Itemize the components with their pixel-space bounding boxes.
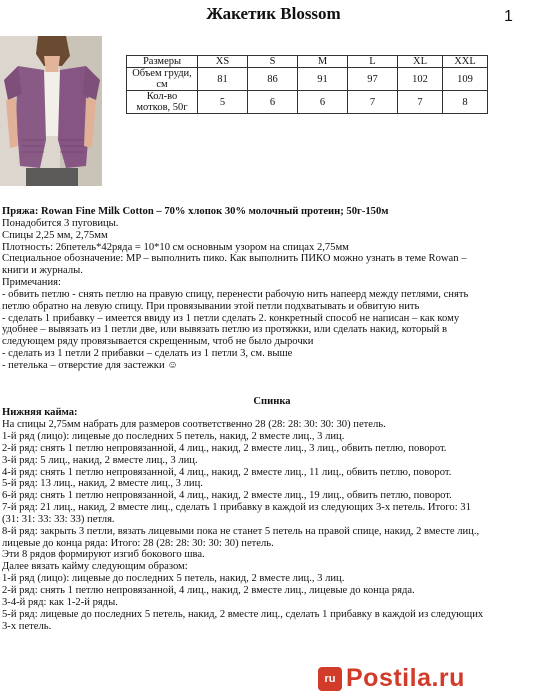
page-number: 1 bbox=[504, 8, 513, 25]
cardigan-photo bbox=[0, 36, 102, 186]
table-cell: 6 bbox=[248, 91, 298, 114]
table-cell: XXL bbox=[443, 56, 488, 68]
text-line: - сделать 1 прибавку – имеется ввиду из 1 петли сделать 2. конкретный способ не написан – как кому bbox=[2, 312, 460, 324]
text-line: удобнее – вывязать из 1 петли две, или вывязать петлю из протяжки, или сделать накид, который в bbox=[2, 324, 447, 336]
watermark-badge: ru bbox=[318, 667, 342, 691]
text-line: Понадобится 3 пуговицы. bbox=[2, 217, 119, 229]
table-cell: S bbox=[248, 56, 298, 68]
table-cell: 91 bbox=[298, 68, 348, 91]
text-line: Эти 8 рядов формируют изгиб бокового шва. bbox=[2, 549, 205, 561]
text-line: 5-й ряд: лицевые до последних 5 петель, накид, 2 вместе лиц., сделать 1 прибавку в каждой из следующих bbox=[2, 608, 484, 620]
text-line: книги и журналы. bbox=[2, 265, 83, 277]
text-line: (31: 31: 33: 33: 33) петля. bbox=[2, 513, 115, 525]
table-cell: 8 bbox=[443, 91, 488, 114]
text-line: На спицы 2,75мм набрать для размеров соответственно 28 (28: 28: 30: 30: 30) петель. bbox=[2, 419, 386, 431]
table-cell: M bbox=[298, 56, 348, 68]
watermark-text: Postila.ru bbox=[346, 664, 465, 692]
pattern-text bbox=[2, 206, 542, 632]
table-cell: 109 bbox=[443, 68, 488, 91]
table-cell: XL bbox=[398, 56, 443, 68]
section-title: Спинка bbox=[253, 395, 291, 407]
text-line: Примечания: bbox=[2, 277, 61, 289]
text-line: 2-й ряд: снять 1 петлю непровязанной, 4 лиц., накид, 2 вместе лиц., лицевые до конца ряда. bbox=[2, 585, 415, 596]
table-cell: XS bbox=[198, 56, 248, 68]
table-cell: 102 bbox=[398, 68, 443, 91]
text-line: петлю обратно на левую спицу. При провязывании этой петли подхватывать и обвитую нить bbox=[2, 300, 420, 312]
text-line: Плотность: 26петель*42ряда = 10*10 см основным узором на спицах 2,75мм bbox=[2, 241, 349, 253]
yarn-line: Пряжа: Rowan Fine Milk Cotton – 70% хлопок 30% молочный протеин; 50г-150м bbox=[2, 206, 389, 217]
table-cell: 5 bbox=[198, 91, 248, 114]
text-line: Далее вязать кайму следующим образом: bbox=[2, 561, 188, 573]
table-cell: Кол-во мотков, 50г bbox=[127, 91, 198, 114]
watermark-logo bbox=[318, 658, 547, 699]
table-cell: 86 bbox=[248, 68, 298, 91]
text-line: 6-й ряд: снять 1 петлю непровязанной, 4 лиц., накид, 2 вместе лиц., 19 лиц., обвить петлю, поворот. bbox=[2, 490, 452, 502]
table-cell: 81 bbox=[198, 68, 248, 91]
table-cell: 7 bbox=[398, 91, 443, 114]
table-cell: 97 bbox=[348, 68, 398, 91]
text-line: 1-й ряд (лицо): лицевые до последних 5 петель, накид, 2 вместе лиц., 3 лиц. bbox=[2, 431, 345, 443]
table-cell: 7 bbox=[348, 91, 398, 114]
text-line: 5-й ряд: 13 лиц., накид, 2 вместе лиц., 3 лиц. bbox=[2, 478, 203, 490]
text-line: 3-х петель. bbox=[2, 620, 52, 632]
page-title: Жакетик Blossom bbox=[206, 4, 341, 23]
text-line: 1-й ряд (лицо): лицевые до последних 5 петель, накид, 2 вместе лиц., 3 лиц. bbox=[2, 573, 345, 585]
text-line: 3-й ряд: 5 лиц., накид, 2 вместе лиц., 3 лиц. bbox=[2, 454, 198, 466]
text-line: следующем ряду провязывается скрещенным, чтоб не было дырочки bbox=[2, 336, 314, 348]
table-cell: 6 bbox=[298, 91, 348, 114]
text-line: 8-й ряд: закрыть 3 петли, вязать лицевыми пока не станет 5 петель на правой спице, накид, 2 вместе лиц., bbox=[2, 525, 480, 537]
intro-block bbox=[2, 218, 542, 372]
text-line: 7-й ряд: 21 лиц., накид, 2 вместе лиц., сделать 1 прибавку в каждой из следующих 3-х петель. Итого: 31 bbox=[2, 502, 471, 514]
subsection-title: Нижняя кайма: bbox=[2, 407, 78, 419]
size-table bbox=[126, 55, 488, 114]
text-line: - сделать из 1 петли 2 прибавки – сделать из 1 петли 3, см. выше bbox=[2, 348, 293, 360]
text-line: Спицы 2,25 мм, 2,75мм bbox=[2, 229, 108, 241]
table-row bbox=[127, 56, 488, 68]
text-line: Специальное обозначение: MP – выполнить пико. Как выполнить ПИКО можно узнать в теме Rowan – bbox=[2, 253, 467, 265]
text-line: - петелька – отверстие для застежки ☺ bbox=[2, 359, 179, 371]
text-line: лицевые до конца ряда: Итого: 28 (28: 28: 30: 30: 30) петель. bbox=[2, 537, 274, 549]
table-cell: Размеры bbox=[127, 56, 198, 68]
text-line: - обвить петлю - снять петлю на правую спицу, перенести рабочую нить напеерд между петлями, снять bbox=[2, 288, 469, 300]
table-cell: L bbox=[348, 56, 398, 68]
text-line: 3-4-й ряд: как 1-2-й ряды. bbox=[2, 596, 118, 608]
back-block bbox=[2, 419, 542, 632]
table-cell: Объем груди, см bbox=[127, 68, 198, 91]
text-line: 2-й ряд: снять 1 петлю непровязанной, 4 лиц., накид, 2 вместе лиц., 3 лиц., обвить петлю, поворот. bbox=[2, 442, 447, 454]
table-row bbox=[127, 91, 488, 114]
text-line: 4-й ряд: снять 1 петлю непровязанной, 4 лиц., накид, 2 вместе лиц., 11 лиц., обвить петлю, поворот. bbox=[2, 466, 452, 478]
table-row bbox=[127, 68, 488, 91]
